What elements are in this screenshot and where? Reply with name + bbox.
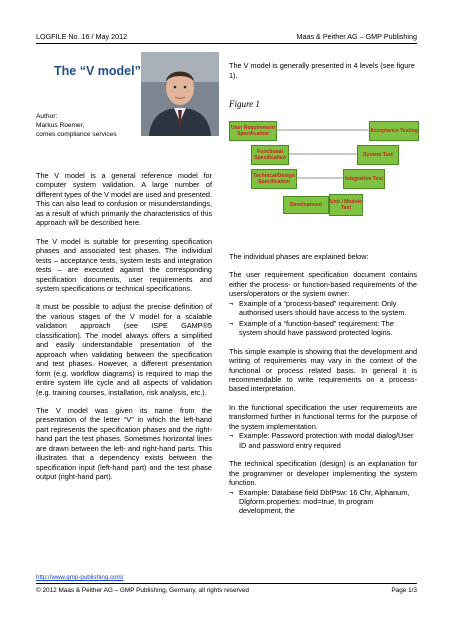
box-system-test: System Test — [357, 145, 399, 165]
box-user-requirement: User Requirement Specification — [229, 121, 277, 141]
box-integration-test: Integration Test — [343, 169, 385, 189]
footer-rule — [36, 583, 417, 584]
author-photo — [141, 52, 219, 136]
website-link[interactable]: http://www.gmp-publishing.com/ — [36, 574, 124, 581]
list-item: ¬ Example: Database field DbfPsw: 16 Chr, Alphanum, Dlgform.properties: mod=true, In program development, the — [229, 487, 410, 516]
v-model-diagram — [229, 118, 419, 228]
list-item: ¬ Example of a “function-based” requirement: The system should have password protected logins. — [229, 318, 394, 338]
header-rule — [36, 43, 417, 44]
paragraph: The user requirement specification document contains either the process- or function-based requirements of the users/operators or the system owner: — [229, 270, 417, 299]
paragraph: This simple example is showing that the development and writing of requirements may vary in the context of the functional or process related basis. In general it is recommendable to write requirements on a process-based interpretation. — [229, 346, 417, 394]
author-block — [36, 112, 117, 139]
bullet-icon: ¬ — [229, 298, 234, 308]
paragraph: It must be possible to adjust the precise definition of the various stages of the V model for a scalable validation approach (see ISPE GAMP®5 classification). The model always offers a simplified and easily understandable presentation of the approach when validating between the specification and test phases. However, a different presentation form (e.g. workflow diagrams) is required to map the entire system life cycle and all aspects of validation (e.g. training courses, installation, risk analysis, etc.). — [36, 302, 212, 397]
list-item: ¬ Example of a “process-based” requirement: Only authorised users should have access to the system. — [229, 298, 407, 318]
box-functional-spec: Functional Specification — [251, 145, 289, 165]
paragraph: The V model was given its name from the presentation of the letter “V” in which the left-hand part represents the specification phases and the right-hand part the test phases. Sometimes horizontal lines are drawn between the left- and right-hand parts. This illustrates that a dependency exists between the specification input (left-hand part) and the test phase output (right-hand part). — [36, 405, 212, 482]
paragraph: In the functional specification the user requirements are transformed further in functional terms for the purpose of the system implementation. — [229, 402, 417, 431]
header-publisher: Maas & Peither AG – GMP Publishing — [296, 32, 417, 41]
footer-copyright: © 2012 Maas & Peither AG – GMP Publishing, Germany, all rights reserved — [36, 587, 249, 594]
bullet-icon: ¬ — [229, 431, 234, 441]
author-name: Markus Roemer, — [36, 122, 85, 129]
figure-label: Figure 1 — [229, 99, 260, 109]
footer-page-number: Page 1/3 — [391, 587, 417, 594]
bullet-icon: ¬ — [229, 318, 234, 328]
author-portrait-icon — [141, 52, 219, 136]
author-label: Author: — [36, 113, 58, 120]
paragraph: The V model is suitable for presenting specification phases and associated test phases. The individual tests – acceptance tests, system tests and integration tests – are executed against the corresponding specification documents, user requirements and system specifications or technical specifications. — [36, 236, 212, 293]
left-column — [36, 171, 212, 491]
article-title: The “V model” — [54, 64, 141, 78]
intro-text: The V model is generally presented in 4 levels (see figure 1). — [229, 61, 415, 80]
list-item: ¬ Example: Password protection with modal dialog/User ID and password entry required — [229, 431, 414, 450]
box-unit-module-test: Unit / Module Test — [329, 194, 363, 216]
box-technical-spec: Technical/Design Specification — [251, 169, 297, 189]
right-column — [229, 252, 417, 517]
paragraph: The V model is a general reference model for computer system validation. A large number of different types of the V model are used and presented. This can also lead to confusion or misunderstandings, as a result of which primarily the characteristics of this approach will be described here. — [36, 171, 212, 228]
box-acceptance-testing: Acceptance Testing — [369, 121, 419, 141]
author-company: comes compliance services — [36, 131, 117, 138]
box-development: Development — [283, 196, 329, 214]
paragraph: The individual phases are explained below: — [229, 252, 369, 261]
bullet-icon: ¬ — [229, 487, 234, 497]
paragraph: The technical specification (design) is an explanation for the programmer or developer implementing the system function. — [229, 459, 417, 488]
header-publication: LOGFILE No. 16 / May 2012 — [36, 32, 128, 41]
